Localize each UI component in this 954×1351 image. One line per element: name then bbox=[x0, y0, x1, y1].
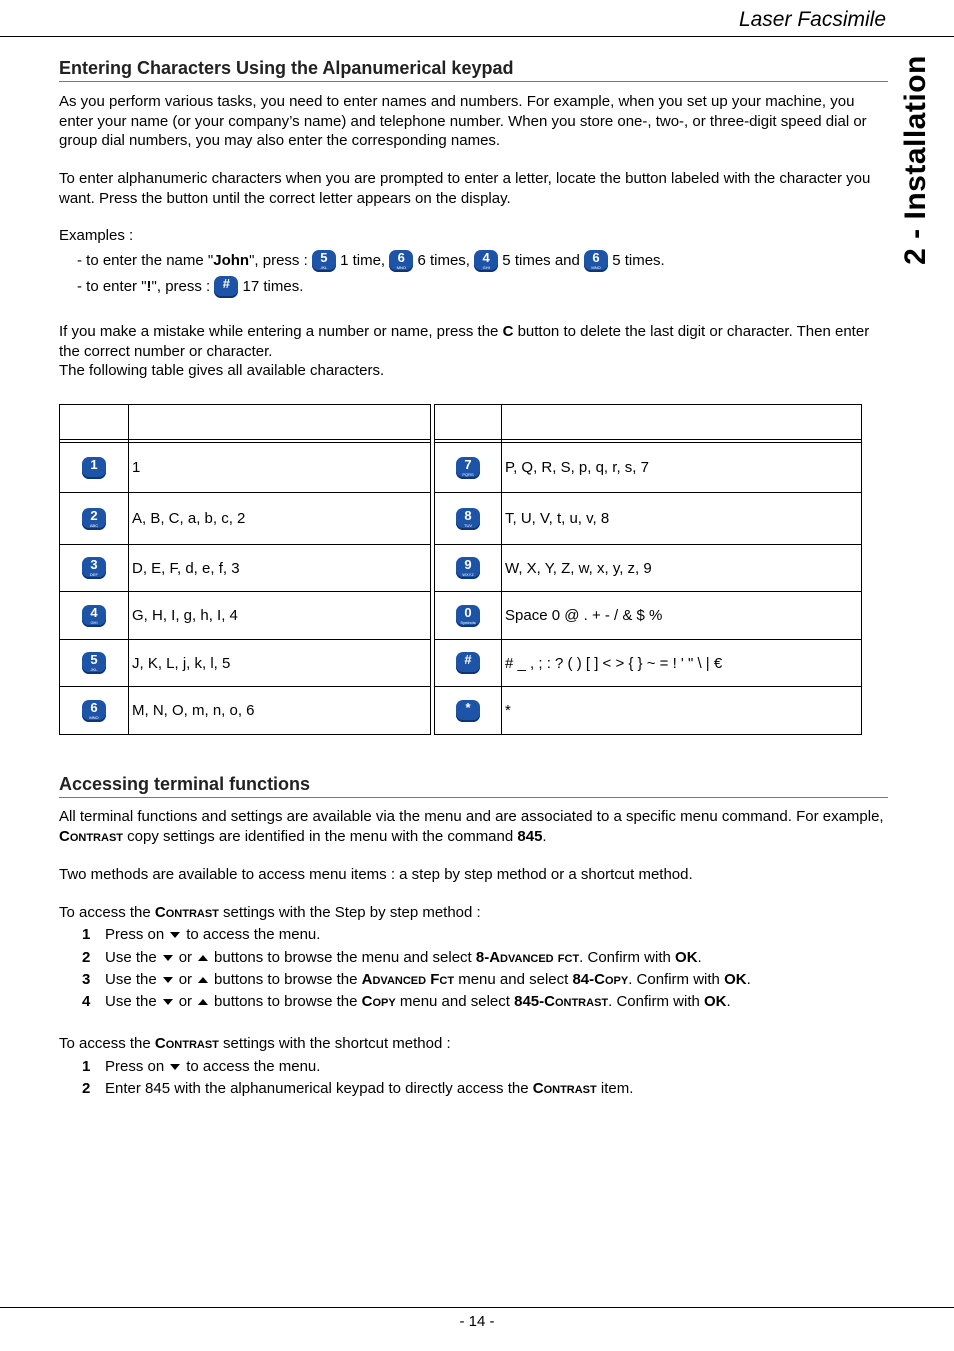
key-cell bbox=[435, 640, 502, 687]
text: settings with the shortcut method : bbox=[218, 1035, 451, 1052]
text: copy settings are identified in the menu with the command bbox=[123, 827, 518, 845]
menu-item: 84-Copy bbox=[572, 971, 629, 988]
key-digit: * bbox=[465, 699, 471, 715]
example-text: 6 times, bbox=[413, 251, 475, 269]
keypad-key-icon bbox=[82, 605, 106, 627]
keypad-key-icon bbox=[82, 557, 106, 579]
step-3 bbox=[82, 970, 751, 990]
text: . Confirm with bbox=[579, 949, 676, 966]
key-letters: PQRS bbox=[462, 471, 474, 477]
key-cell bbox=[60, 493, 129, 545]
key-hash-icon bbox=[214, 276, 238, 298]
text: Enter 845 with the alphanumerical keypad to directly access the bbox=[105, 1080, 533, 1097]
characters-cell: W, X, Y, Z, w, x, y, z, 9 bbox=[502, 545, 862, 592]
text: All terminal functions and settings are available via the menu and are associated to a specific menu command. For example, bbox=[59, 808, 884, 825]
text: . bbox=[697, 949, 702, 966]
key-cell bbox=[435, 493, 502, 545]
footer-rule bbox=[0, 1307, 954, 1308]
text: buttons to browse the menu and select bbox=[214, 949, 476, 966]
example-name: John bbox=[213, 251, 250, 269]
key-cell bbox=[60, 592, 129, 640]
keypad-key-icon bbox=[82, 457, 106, 479]
key-digit: 8 bbox=[464, 507, 472, 523]
header-title: Laser Facsimile bbox=[738, 8, 886, 31]
page-number: - 14 - bbox=[459, 1313, 495, 1330]
step-number: 2 bbox=[82, 1080, 91, 1097]
table-header-row bbox=[60, 405, 862, 440]
key-cell bbox=[60, 640, 129, 687]
table-header-cell bbox=[435, 405, 502, 440]
c-button-label: C bbox=[502, 323, 514, 340]
characters-cell: P, Q, R, S, p, q, r, s, 7 bbox=[502, 443, 862, 493]
key-digit: 7 bbox=[464, 456, 472, 472]
up-arrow-icon bbox=[198, 977, 208, 983]
table-header-cell bbox=[502, 405, 862, 440]
example-text: ", press : bbox=[151, 277, 215, 295]
characters-cell: D, E, F, d, e, f, 3 bbox=[129, 545, 431, 592]
example-exclamation bbox=[77, 276, 303, 298]
section-heading-entering-characters: Entering Characters Using the Alpanumerical keypad bbox=[59, 58, 514, 78]
step-4 bbox=[82, 992, 731, 1012]
key-digit: # bbox=[222, 276, 230, 291]
table-header-cell bbox=[60, 405, 129, 440]
text: If you make a mistake while entering a number or name, press the bbox=[59, 323, 503, 340]
key-cell bbox=[435, 443, 502, 493]
text: button to delete the last digit or character. Then enter the correct number or character. bbox=[59, 323, 870, 360]
text: or bbox=[178, 971, 193, 988]
example-char: ! bbox=[146, 277, 152, 295]
key-digit: 5 bbox=[320, 250, 328, 265]
command-code: 845 bbox=[517, 827, 543, 845]
text: or bbox=[178, 949, 193, 966]
characters-cell: 1 bbox=[129, 443, 431, 493]
key-letters: TUV bbox=[464, 522, 472, 528]
characters-table bbox=[59, 404, 862, 735]
table-intro: The following table gives all available characters. bbox=[59, 362, 385, 379]
example-text: 5 times. bbox=[608, 251, 665, 269]
contrast-label: Contrast bbox=[59, 827, 123, 845]
methods-paragraph: Two methods are available to access menu items : a step by step method or a shortcut method. bbox=[59, 866, 693, 883]
down-arrow-icon bbox=[170, 1064, 180, 1070]
text: buttons to browse the bbox=[214, 971, 362, 988]
table-header-cell bbox=[129, 405, 431, 440]
example-text: 5 times and bbox=[498, 251, 585, 269]
key-digit: # bbox=[464, 652, 472, 667]
key-cell bbox=[435, 545, 502, 592]
keypad-key-icon bbox=[456, 557, 480, 579]
example-text: 1 time, bbox=[335, 251, 390, 269]
text: settings with the Step by step method : bbox=[218, 904, 481, 921]
contrast-label: Contrast bbox=[154, 1035, 219, 1052]
key-digit: 1 bbox=[90, 456, 98, 472]
key-letters: JKL bbox=[90, 667, 98, 672]
keypad-key-icon bbox=[82, 700, 106, 722]
example-text: - to enter the name " bbox=[77, 251, 214, 269]
key-letters: WXYZ bbox=[462, 572, 474, 577]
keypad-key-icon bbox=[82, 508, 106, 530]
header-rule bbox=[0, 36, 954, 37]
step-number: 1 bbox=[82, 926, 91, 943]
text: to access the menu. bbox=[186, 926, 321, 943]
menu-item: 845-Contrast bbox=[514, 993, 609, 1010]
keypad-key-icon bbox=[456, 652, 480, 674]
key-letters: DEF bbox=[90, 572, 98, 577]
examples-label: Examples : bbox=[59, 227, 134, 244]
key-letters: MNO bbox=[89, 714, 99, 720]
characters-cell: M, N, O, m, n, o, 6 bbox=[129, 687, 431, 735]
intro-paragraph: As you perform various tasks, you need to enter names and numbers. For example, when you set up your machine, you enter your name (or your company’s name) and telephone number. When you store one-, two-, or three-digit speed dial or group dial numbers, you may also enter the corresponding names. bbox=[59, 93, 867, 149]
step-2 bbox=[82, 948, 702, 968]
down-arrow-icon bbox=[163, 977, 173, 983]
key-letters: ABC bbox=[89, 522, 99, 528]
text: item. bbox=[596, 1080, 634, 1097]
menu-item: 8-Advanced fct bbox=[475, 949, 580, 966]
text: . bbox=[746, 971, 751, 988]
keypad-key-icon bbox=[82, 652, 106, 674]
table-row bbox=[60, 640, 862, 687]
key-digit: 4 bbox=[90, 604, 98, 620]
keypad-key-icon bbox=[456, 605, 480, 627]
key-letters: Symbols bbox=[460, 619, 476, 625]
shortcut-step-2 bbox=[82, 1079, 633, 1099]
text: or bbox=[178, 993, 193, 1010]
chapter-side-tab bbox=[886, 40, 946, 280]
characters-cell: * bbox=[502, 687, 862, 735]
characters-cell: Space 0 @ . + - / & $ % bbox=[502, 592, 862, 640]
section-rule bbox=[59, 797, 888, 798]
text: Use the bbox=[105, 971, 157, 988]
keypad-key-icon bbox=[456, 457, 480, 479]
text: To access the bbox=[59, 904, 155, 921]
chapter-label: 2 - Installation bbox=[899, 55, 932, 265]
table-row bbox=[60, 493, 862, 545]
key-digit: 6 bbox=[592, 250, 600, 265]
down-arrow-icon bbox=[170, 932, 180, 938]
up-arrow-icon bbox=[198, 999, 208, 1005]
key-letters: GHI bbox=[482, 265, 490, 270]
key-6-icon bbox=[584, 250, 608, 272]
step-number: 4 bbox=[82, 993, 91, 1010]
key-cell bbox=[60, 545, 129, 592]
key-digit: 5 bbox=[90, 652, 98, 667]
key-letters: MNO bbox=[591, 265, 601, 270]
contrast-label: Contrast bbox=[154, 904, 219, 921]
down-arrow-icon bbox=[163, 955, 173, 961]
up-arrow-icon bbox=[198, 955, 208, 961]
key-letters: MNO bbox=[396, 265, 406, 270]
step-number: 1 bbox=[82, 1058, 91, 1075]
keypad-key-icon bbox=[456, 700, 480, 722]
characters-cell: A, B, C, a, b, c, 2 bbox=[129, 493, 431, 545]
down-arrow-icon bbox=[163, 999, 173, 1005]
text: Press on bbox=[105, 1058, 165, 1075]
text: menu and select bbox=[395, 993, 515, 1010]
text: Use the bbox=[105, 993, 157, 1010]
text: buttons to browse the bbox=[214, 993, 362, 1010]
menu-name: Advanced Fct bbox=[361, 971, 455, 988]
step-number: 2 bbox=[82, 949, 91, 966]
key-cell bbox=[435, 687, 502, 735]
example-text: ", press : bbox=[249, 251, 312, 269]
shortcut-method-intro bbox=[59, 1034, 451, 1054]
key-digit: 6 bbox=[397, 250, 405, 265]
table-row bbox=[60, 687, 862, 735]
text: . bbox=[542, 827, 547, 845]
step-number: 3 bbox=[82, 971, 91, 988]
menu-name: Copy bbox=[361, 993, 396, 1010]
example-text: - to enter " bbox=[77, 277, 147, 295]
key-digit: 0 bbox=[464, 604, 472, 620]
key-4-icon bbox=[474, 250, 498, 272]
characters-cell: J, K, L, j, k, l, 5 bbox=[129, 640, 431, 687]
key-5-icon bbox=[312, 250, 336, 272]
example-text: 17 times. bbox=[238, 277, 304, 295]
key-cell bbox=[435, 592, 502, 640]
step-1 bbox=[82, 925, 320, 945]
section-heading-terminal-functions: Accessing terminal functions bbox=[59, 774, 311, 794]
text: . bbox=[726, 993, 731, 1010]
section-rule bbox=[59, 81, 888, 82]
ok-label: OK bbox=[704, 993, 727, 1010]
ok-label: OK bbox=[724, 971, 747, 988]
key-letters: GHI bbox=[90, 619, 98, 625]
characters-cell: T, U, V, t, u, v, 8 bbox=[502, 493, 862, 545]
key-cell bbox=[60, 687, 129, 735]
text: menu and select bbox=[454, 971, 573, 988]
characters-cell: G, H, I, g, h, I, 4 bbox=[129, 592, 431, 640]
key-digit: 4 bbox=[482, 250, 490, 265]
text: . Confirm with bbox=[608, 993, 704, 1010]
example-john bbox=[77, 250, 665, 272]
text: To access the bbox=[59, 1035, 155, 1052]
text: Use the bbox=[105, 949, 157, 966]
key-letters: JKL bbox=[320, 265, 328, 270]
instruction-paragraph: To enter alphanumeric characters when you are prompted to enter a letter, locate the button labeled with the character you want. Press the button until the correct letter appears on the display. bbox=[59, 170, 871, 207]
step-method-intro bbox=[59, 903, 481, 923]
key-6-icon bbox=[389, 250, 413, 272]
key-digit: 2 bbox=[90, 507, 98, 523]
keypad-key-icon bbox=[456, 508, 480, 530]
table-row bbox=[60, 592, 862, 640]
table-row bbox=[60, 545, 862, 592]
key-digit: 3 bbox=[90, 557, 98, 572]
contrast-label: Contrast bbox=[532, 1080, 597, 1097]
key-digit: 9 bbox=[464, 557, 472, 572]
text: to access the menu. bbox=[186, 1058, 321, 1075]
text: Press on bbox=[105, 926, 165, 943]
functions-paragraph bbox=[59, 807, 889, 846]
mistake-paragraph bbox=[59, 322, 889, 361]
key-cell bbox=[60, 443, 129, 493]
ok-label: OK bbox=[675, 949, 698, 966]
shortcut-step-1 bbox=[82, 1057, 320, 1077]
characters-cell: # _ , ; : ? ( ) [ ] < > { } ~ = ! ' " \ | € bbox=[502, 640, 862, 687]
key-digit: 6 bbox=[90, 699, 98, 715]
table-row bbox=[60, 443, 862, 493]
text: . Confirm with bbox=[628, 971, 725, 988]
